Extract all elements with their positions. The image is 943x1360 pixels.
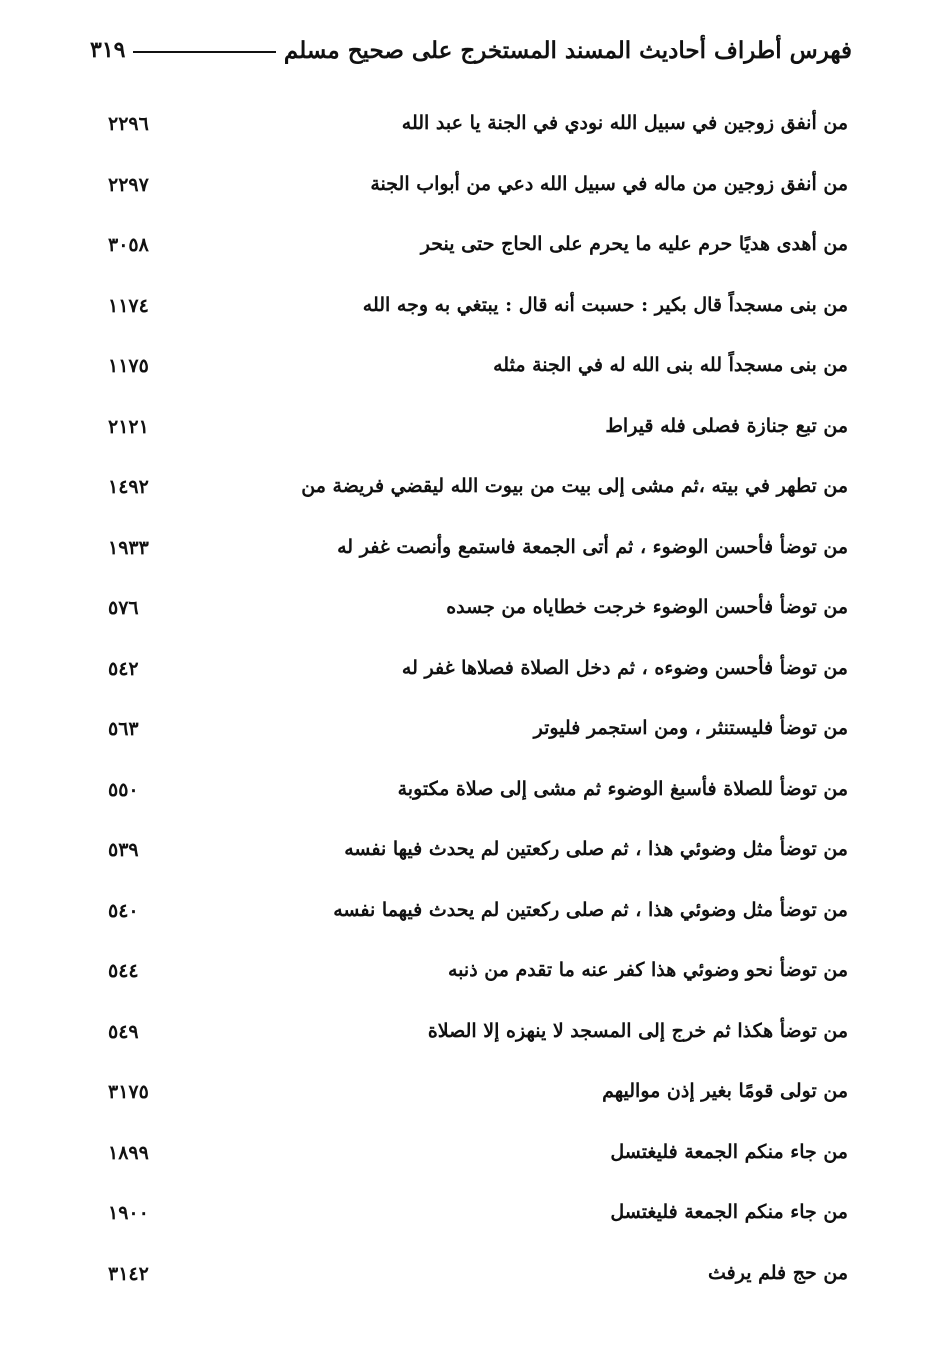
index-entry [0,582,943,643]
hadith-index-list [0,98,943,1308]
index-entry [0,643,943,704]
header-divider [133,51,275,53]
hadith-opening-text: من توضأ فأحسن الوضوء ، ثم أتى الجمعة فاستمع وأنصت غفر له [337,535,848,558]
hadith-number: ٥٤٢ [108,657,139,680]
hadith-opening-text: من أنفق زوجين في سبيل الله نودي في الجنة يا عبد الله [401,112,848,134]
index-entry [0,764,943,825]
index-entry [0,219,943,280]
hadith-opening-text: من بنى مسجداً قال بكير : حسبت أنه قال : يبتغي به وجه الله [362,293,848,316]
index-entry [0,703,943,764]
hadith-number: ٣١٧٥ [108,1081,149,1103]
hadith-opening-text: من توضأ فأحسن الوضوء خرجت خطاياه من جسده [446,596,848,618]
hadith-opening-text: من بنى مسجداً لله بنى الله له في الجنة مثله [493,354,848,376]
hadith-number: ١١٧٥ [108,355,149,377]
index-entry [0,461,943,522]
index-entry [0,280,943,341]
index-entry [0,522,943,583]
hadith-opening-text: من حج فلم يرفث [707,1261,848,1284]
hadith-opening-text: من توضأ مثل وضوئي هذا ، ثم صلى ركعتين لم يحدث فيهما نفسه [333,898,848,921]
index-entry [0,159,943,220]
hadith-number: ١٨٩٩ [108,1141,149,1164]
hadith-number: ٥٤٤ [108,960,139,982]
hadith-number: ٥٧٦ [108,597,139,619]
hadith-opening-text: من توضأ فأحسن وضوءه ، ثم دخل الصلاة فصلاها غفر له [401,656,848,679]
hadith-number: ٥٤٩ [108,1020,139,1043]
hadith-number: ٥٥٠ [108,778,139,801]
page-header [90,28,852,72]
hadith-number: ٢١٢١ [108,415,149,438]
hadith-number: ٥٤٠ [108,899,139,922]
index-entry [0,824,943,885]
hadith-opening-text: من توضأ مثل وضوئي هذا ، ثم صلى ركعتين لم يحدث فيها نفسه [344,838,848,860]
hadith-number: ٢٢٩٧ [108,173,149,196]
hadith-number: ١١٧٤ [108,294,149,317]
index-entry [0,1127,943,1188]
index-entry [0,945,943,1006]
hadith-opening-text: من توضأ للصلاة فأسبغ الوضوء ثم مشى إلى صلاة مكتوبة [397,777,848,800]
page-title: فهرس أطراف أحاديث المسند المستخرج على صحيح مسلم [283,36,852,64]
index-entry [0,1187,943,1248]
hadith-number: ٥٦٣ [108,718,139,740]
index-entry [0,1006,943,1067]
hadith-opening-text: من توضأ نحو وضوئي هذا كفر عنه ما تقدم من ذنبه [447,959,848,981]
index-entry [0,885,943,946]
hadith-opening-text: من توضأ فليستنثر ، ومن استجمر فليوتر [533,717,848,739]
page-number: ٣١٩ [90,37,126,63]
hadith-opening-text: من توضأ هكذا ثم خرج إلى المسجد لا ينهزه إلا الصلاة [427,1019,848,1042]
hadith-number: ٣٠٥٨ [108,234,149,256]
hadith-opening-text: من تبع جنازة فصلى فله قيراط [605,414,848,437]
index-entry [0,1066,943,1127]
index-entry [0,98,943,159]
hadith-number: ١٤٩٢ [108,476,149,498]
index-entry [0,401,943,462]
hadith-opening-text: من أهدى هديًا حرم عليه ما يحرم على الحاج حتى ينحر [420,233,848,255]
hadith-number: ١٩٣٣ [108,536,149,559]
index-entry [0,1248,943,1309]
hadith-opening-text: من تطهر في بيته ،ثم مشى إلى بيت من بيوت الله ليقضي فريضة من [301,475,848,497]
hadith-opening-text: من جاء منكم الجمعة فليغتسل [610,1201,848,1223]
hadith-number: ٣١٤٢ [108,1262,149,1285]
hadith-opening-text: من تولى قومًا بغير إذن مواليهم [602,1080,848,1102]
index-entry [0,340,943,401]
hadith-opening-text: من أنفق زوجين من ماله في سبيل الله دعي من أبواب الجنة [370,172,848,195]
hadith-number: ٥٣٩ [108,839,139,861]
hadith-number: ٢٢٩٦ [108,113,149,135]
hadith-number: ١٩٠٠ [108,1202,149,1224]
hadith-opening-text: من جاء منكم الجمعة فليغتسل [610,1140,848,1163]
